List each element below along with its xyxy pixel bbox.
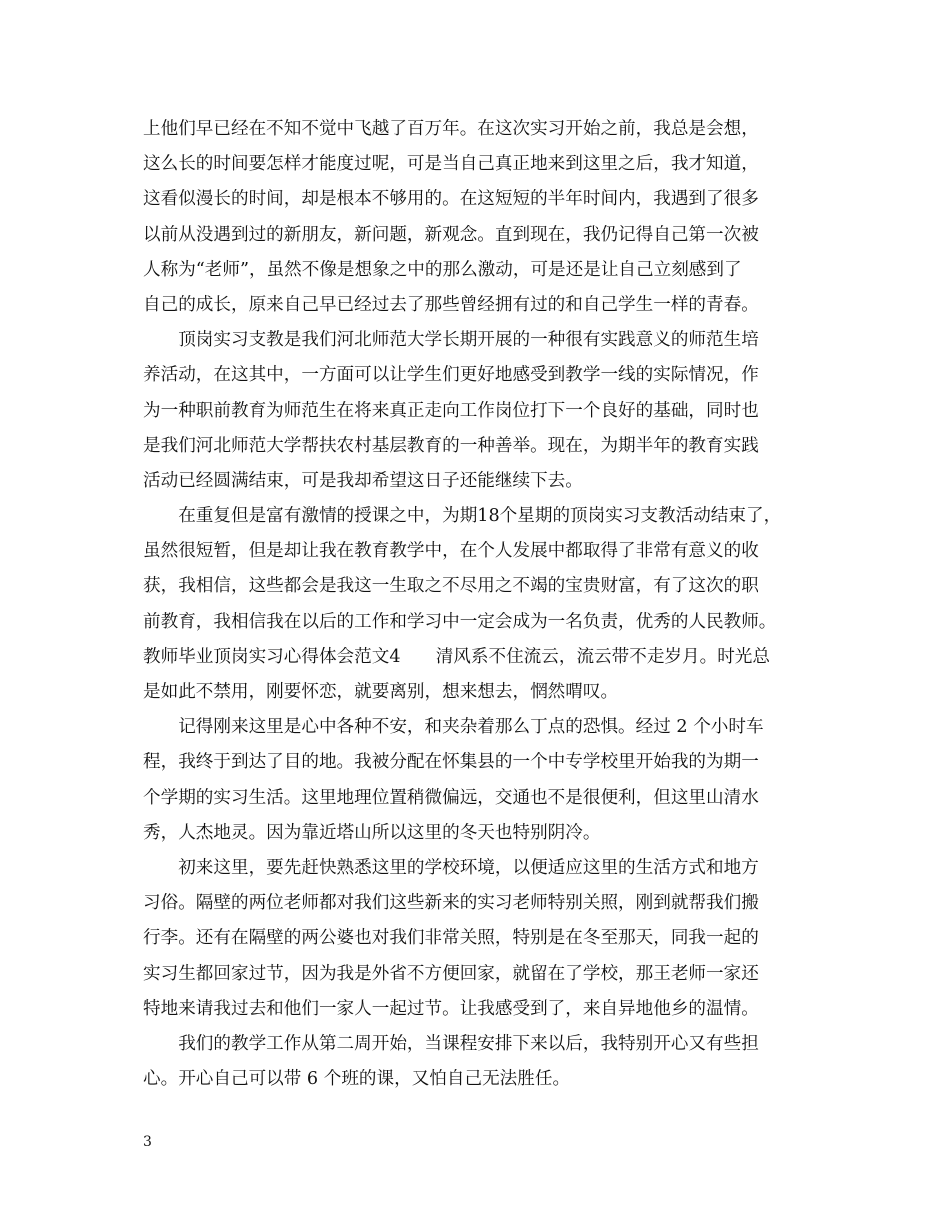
text-line: 获，我相信，这些都会是我这一生取之不尽用之不竭的宝贵财富，有了这次的职 [143,576,759,597]
text-line: 上他们早已经在不知不觉中飞越了百万年。在这次实习开始之前，我总是会想， [143,119,759,139]
text-line: 为一种职前教育为师范生在将来真正走向工作岗位打下一个良好的基础，同时也 [143,400,759,421]
text-line: 秀，人杰地灵。因为靠近塔山所以这里的冬天也特别阴冷。 [143,822,601,843]
text-line: 顶岗实习支教是我们河北师范大学长期开展的一种很有实践意义的师范生培 [143,330,759,351]
text-line: 特地来请我过去和他们一家人一起过节。让我感受到了，来自异地他乡的温情。 [143,998,759,1019]
text-line: 前教育，我相信我在以后的工作和学习中一定会成为一名负责，优秀的人民教师。 [143,611,777,632]
text-line: 以前从没遇到过的新朋友，新问题，新观念。直到现在，我仍记得自己第一次被 [143,224,759,245]
text-line: 我们的教学工作从第二周开始，当课程安排下来以后，我特别开心又有些担 [143,1033,759,1054]
text-line: 习俗。隔壁的两位老师都对我们这些新来的实习老师特别关照，刚到就帮我们搬 [143,893,759,914]
text-line: 人称为“老师”，虽然不像是想象之中的那么激动，可是还是让自己立刻感到了 [143,259,742,280]
text-line: 行李。还有在隔壁的两公婆也对我们非常关照，特别是在冬至那天，同我一起的 [143,928,759,949]
text-line: 在重复但是富有激情的授课之中，为期18个星期的顶岗实习支教活动结束了， [143,506,782,527]
text-line: 记得刚来这里是心中各种不安，和夹杂着那么丁点的恐惧。经过 2 个小时车 [143,717,764,738]
text-line: 养活动，在这其中，一方面可以让学生们更好地感受到教学一线的实际情况，作 [143,365,759,386]
text-line: 初来这里，要先赶快熟悉这里的学校环境，以便适应这里的生活方式和地方 [143,857,759,878]
body-text [143,112,823,1097]
text-line: 心。开心自己可以带 6 个班的课，又怕自己无法胜任。 [143,1069,571,1090]
text-line: 自己的成长，原来自己早已经过去了那些曾经拥有过的和自己学生一样的青春。 [143,294,759,315]
text-line: 程，我终于到达了目的地。我被分配在怀集县的一个中专学校里开始我的为期一 [143,752,759,773]
text-line: 是如此不禁用，刚要怀恋，就要离别，想来想去，惘然喟叹。 [143,682,619,702]
text-line: 教师毕业顶岗实习心得体会范文4 清风系不住流云，流云带不走岁月。时光总 [143,646,770,667]
page-number: 3 [143,1134,152,1150]
text-line: 活动已经圆满结束，可是我却希望这日子还能继续下去。 [143,470,583,491]
text-line: 这看似漫长的时间，却是根本不够用的。在这短短的半年时间内，我遇到了很多 [143,189,759,210]
text-line: 实习生都回家过节，因为我是外省不方便回家，就留在了学校，那王老师一家还 [143,963,759,984]
text-line: 这么长的时间要怎样才能度过呢，可是当自己真正地来到这里之后，我才知道， [143,154,759,175]
text-line: 个学期的实习生活。这里地理位置稍微偏远，交通也不是很便利，但这里山清水 [143,787,759,808]
text-line: 是我们河北师范大学帮扶农村基层教育的一种善举。现在，为期半年的教育实践 [143,435,759,456]
text-line: 虽然很短暂，但是却让我在教育教学中，在个人发展中都取得了非常有意义的收 [143,541,759,562]
